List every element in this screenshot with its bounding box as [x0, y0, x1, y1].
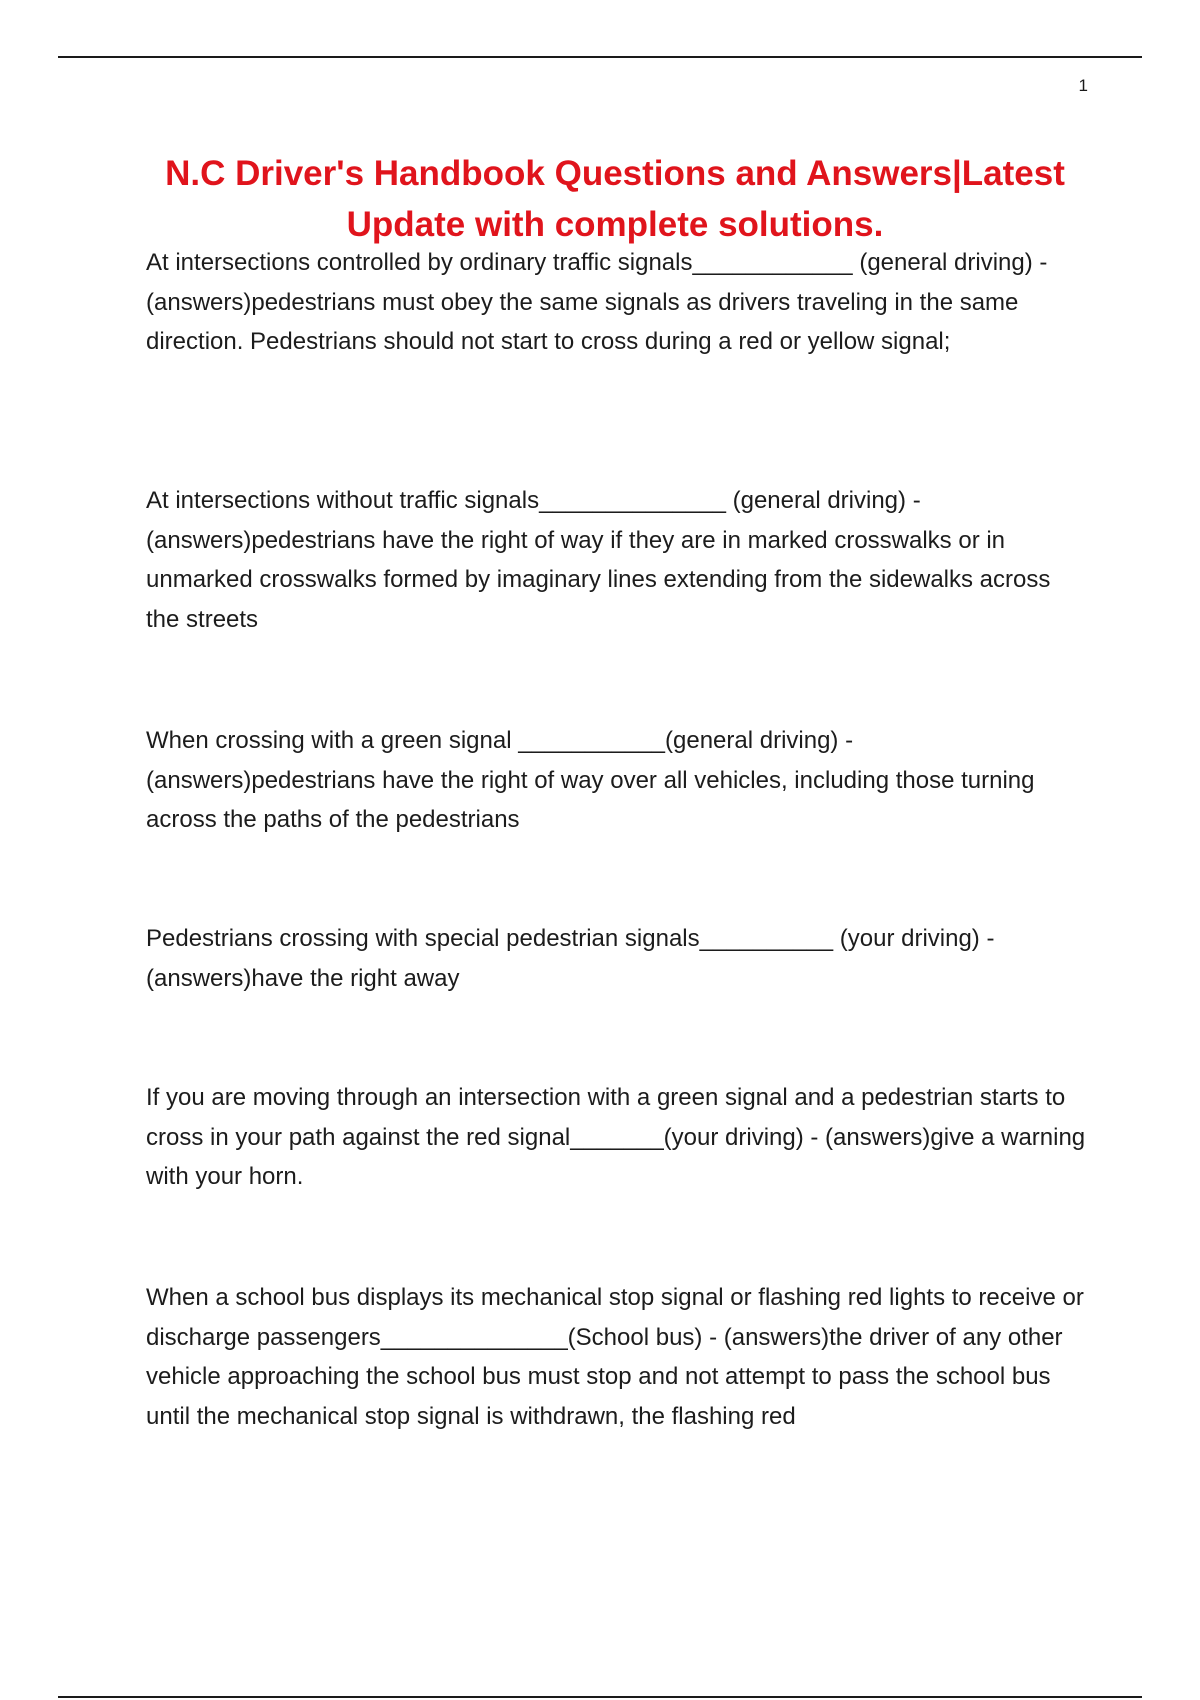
qa-item-4: Pedestrians crossing with special pedestrian signals__________ (your driving) - (answers)have the right away	[146, 925, 995, 992]
header-rule	[58, 56, 1142, 58]
qa-item-5: If you are moving through an intersection with a green signal and a pedestrian starts to cross in your path against the red signal_______(your driving) - (answers)give a warning with your horn.	[146, 1084, 1086, 1190]
document-title: N.C Driver's Handbook Questions and Answers|Latest Update with complete solutions.	[165, 154, 1065, 244]
qa-item-1: At intersections controlled by ordinary traffic signals____________ (general driving) - (answers)pedestrians must obey the same signals as drivers traveling in the same direction. Pedestrians should not start to cross during a red or yellow signal;	[146, 249, 1048, 355]
qa-item-6: When a school bus displays its mechanical stop signal or flashing red lights to receive or discharge passengers______________(School bus) - (answers)the driver of any other vehicle approaching the school bus must stop and not attempt to pass the school bus until the mechanical stop signal is withdrawn, the flashing red	[146, 1284, 1084, 1430]
footer-rule	[58, 1696, 1142, 1698]
page-number: 1	[1078, 76, 1088, 95]
qa-item-3: When crossing with a green signal ___________(general driving) - (answers)pedestrians have the right of way over all vehicles, including those turning across the paths of the pedestrians	[146, 727, 1035, 833]
qa-item-2: At intersections without traffic signals______________ (general driving) - (answers)pedestrians have the right of way if they are in marked crosswalks or in unmarked crosswalks formed by imaginary lines extending from the sidewalks across the streets	[146, 487, 1051, 633]
